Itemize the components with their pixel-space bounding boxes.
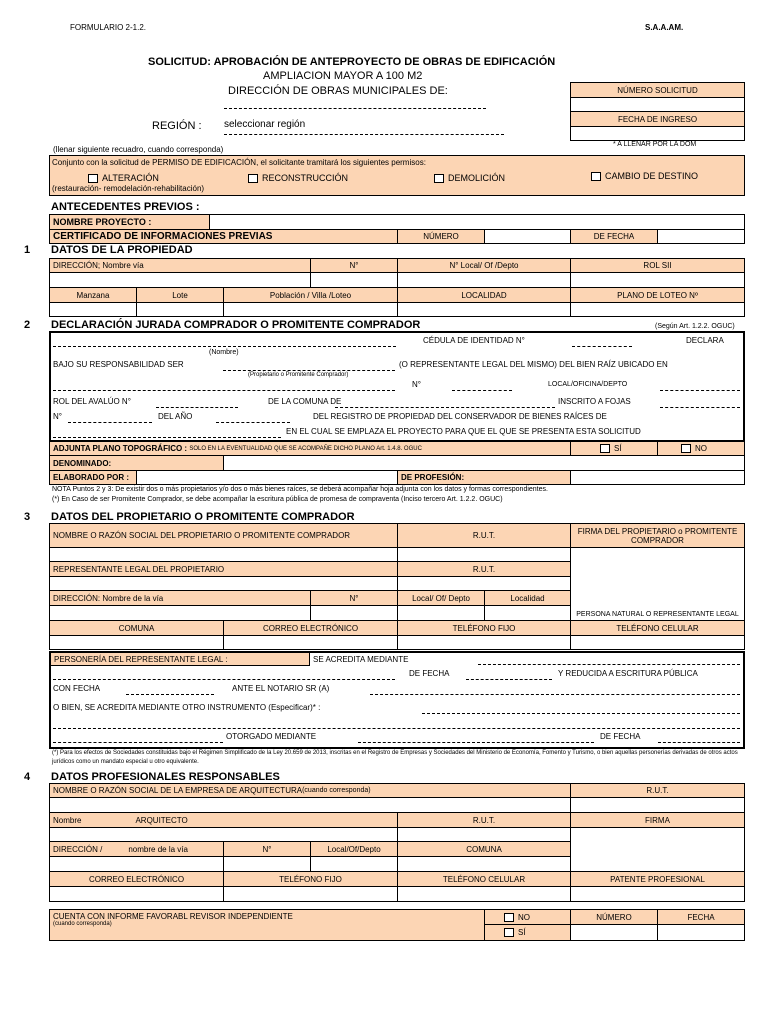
fecha-ingreso-field[interactable] xyxy=(570,126,745,141)
s3-o-bien-label: O BIEN, SE ACREDITA MEDIANTE OTRO INSTRUMENTO (Especificar)* : xyxy=(53,703,321,712)
s4-rut2-label: R.U.T. xyxy=(397,812,571,828)
s2-adjunta-row xyxy=(49,441,571,456)
s3-otorgado-label: OTORGADO MEDIANTE xyxy=(226,732,317,741)
s4-patente-label: PATENTE PROFESIONAL xyxy=(570,871,745,887)
s3-n-label: N° xyxy=(310,590,398,606)
page-title: SOLICITUD: APROBACIÓN DE ANTEPROYECTO DE OBRAS DE EDIFICACIÓN xyxy=(148,56,556,68)
s4-fecha-label: FECHA xyxy=(657,909,745,925)
llenar-dom-note: * A LLENAR POR LA DOM xyxy=(613,141,697,148)
s1-local-field[interactable] xyxy=(397,272,571,288)
s2-n2-line[interactable] xyxy=(68,422,152,423)
s3-localidad-label: Localidad xyxy=(484,590,571,606)
s2-elaborado-field[interactable] xyxy=(136,470,398,485)
s2-ano-label: DEL AÑO xyxy=(158,412,193,421)
s3-nota: (*) Para los efectos de Sociedades constituidas bajo el Régimen Simplificado de la Ley 20.659 de 2013, inscritas en el Registro de Empresas y Sociedades del Ministerio de Economía, Fomento y Turismo, o bien aquellas personerías derivadas de otros actos jurídicos como un mandato especial u otro equivalente. xyxy=(52,750,738,765)
s2-si-option[interactable]: SÍ xyxy=(570,441,658,456)
s1-local-label: N° Local/ Of /Depto xyxy=(397,258,571,273)
s1-n-label: N° xyxy=(310,258,398,273)
s3-fijo-label: TELÉFONO FIJO xyxy=(397,620,571,636)
permisos-note: (restauración- remodelación-rehabilitación) xyxy=(52,184,205,193)
checkbox-icon[interactable] xyxy=(88,174,98,183)
s2-cedula-line[interactable] xyxy=(572,346,632,347)
s3-rut-label: R.U.T. xyxy=(397,523,571,548)
s4-fecha-field[interactable] xyxy=(657,924,745,941)
s3-celular-field[interactable] xyxy=(570,635,745,650)
option-demolicion[interactable]: DEMOLICIÓN xyxy=(434,173,505,183)
s3-comuna-field[interactable] xyxy=(49,635,224,650)
s2-bajo-label: BAJO SU RESPONSABILIDAD SER xyxy=(53,360,184,369)
s2-n-label: N° xyxy=(412,380,421,389)
s2-rol-line[interactable] xyxy=(156,407,238,408)
checkbox-icon[interactable] xyxy=(600,444,610,453)
s3-rut2-field[interactable] xyxy=(397,576,571,591)
s2-nombre-caption: (Nombre) xyxy=(209,349,239,356)
s1-plano-label: PLANO DE LOTEO Nº xyxy=(570,287,745,303)
s3-repr-field[interactable] xyxy=(49,576,398,591)
section-4-number: 4 xyxy=(24,771,31,783)
s2-nota-2: (*) En Caso de ser Promitente Comprador, se debe acompañar la escritura pública de promesa de compraventa (Inciso tercero Art. 1.2.2. OGUC) xyxy=(52,496,503,503)
direccion-line[interactable] xyxy=(224,108,486,109)
s3-personeria-label: PERSONERÍA DEL REPRESENTANTE LEGAL : xyxy=(50,652,310,666)
antecedentes-heading: ANTECEDENTES PREVIOS : xyxy=(51,201,200,213)
s3-rut-field[interactable] xyxy=(397,547,571,562)
fecha-ingreso-label: FECHA DE INGRESO xyxy=(570,111,745,127)
s3-comuna-label: COMUNA xyxy=(49,620,224,636)
permisos-intro: Conjunto con la solicitud de PERMISO DE EDIFICACIÓN, el solicitante tramitará los siguientes permisos: xyxy=(52,158,426,167)
s4-numero-label: NÚMERO xyxy=(570,909,658,925)
s3-notario-line[interactable] xyxy=(370,694,740,695)
s4-nombre-field[interactable] xyxy=(49,827,398,842)
s1-manzana-field[interactable] xyxy=(49,302,137,317)
s4-nombre-label: Nombre ARQUITECTO xyxy=(49,812,398,828)
region-line xyxy=(224,134,504,135)
s3-otorgado-pre-line[interactable] xyxy=(53,742,223,743)
s4-correo-field[interactable] xyxy=(49,886,224,902)
s3-direccion-label: DIRECCIÓN: Nombre de la vía xyxy=(49,590,311,606)
s4-empresa-label: NOMBRE O RAZÓN SOCIAL DE LA EMPRESA DE ARQUITECTURA (cuando corresponda) xyxy=(49,783,571,798)
s4-comuna-label: COMUNA xyxy=(397,841,571,857)
s2-registro-label: DEL REGISTRO DE PROPIEDAD DEL CONSERVADOR DE BIENES RAÍCES DE xyxy=(313,412,607,421)
s2-n-line[interactable] xyxy=(452,390,512,391)
s2-n2-label: N° xyxy=(53,412,62,421)
section-3-heading: DATOS DEL PROPIETARIO O PROMITENTE COMPRADOR xyxy=(51,511,355,523)
s3-persona-caption: PERSONA NATURAL O REPRESENTANTE LEGAL xyxy=(576,611,739,618)
s2-conservador-line[interactable] xyxy=(53,437,281,438)
s2-no-option[interactable]: NO xyxy=(657,441,745,456)
s2-profesion-label: DE PROFESIÓN: xyxy=(397,470,571,485)
checkbox-icon[interactable] xyxy=(504,928,514,937)
s1-lote-field[interactable] xyxy=(136,302,224,317)
s3-reducida-label: Y REDUCIDA A ESCRITURA PÚBLICA xyxy=(558,669,698,678)
s3-o-bien-line-2[interactable] xyxy=(53,728,740,729)
s4-rut-field[interactable] xyxy=(570,797,745,813)
s3-de-fecha2-label: DE FECHA xyxy=(600,732,641,741)
s2-propietario-caption: (Propietario o Promitente Comprador) xyxy=(248,372,349,378)
s1-plano-field[interactable] xyxy=(570,302,745,317)
form-code: FORMULARIO 2-1.2. xyxy=(70,23,147,32)
s2-adjunta-label: ADJUNTA PLANO TOPOGRÁFICO : xyxy=(53,444,188,453)
option-alteracion[interactable]: ALTERACIÓN xyxy=(88,173,159,183)
section-3-number: 3 xyxy=(24,511,31,523)
section-2-number: 2 xyxy=(24,319,31,331)
section-1-heading: DATOS DE LA PROPIEDAD xyxy=(51,244,193,256)
cip-fecha-field[interactable] xyxy=(657,229,745,244)
s3-celular-label: TELÉFONO CELULAR xyxy=(570,620,745,636)
direccion-label: DIRECCIÓN DE OBRAS MUNICIPALES DE: xyxy=(228,85,448,97)
s2-comuna-line[interactable] xyxy=(335,407,555,408)
s2-inscrito-label: INSCRITO A FOJAS xyxy=(558,397,631,406)
region-label: REGIÓN : xyxy=(152,120,202,132)
s4-local-label: Local/Of/Depto xyxy=(310,841,398,857)
s3-repr-label: REPRESENTANTE LEGAL DEL PROPIETARIO xyxy=(49,561,398,577)
s4-firma-field[interactable] xyxy=(570,827,745,872)
s3-firma-label: FIRMA DEL PROPIETARIO o PROMITENTE COMPRADOR xyxy=(570,523,745,548)
page-subtitle: AMPLIACION MAYOR A 100 M2 xyxy=(263,70,423,82)
s4-correo-label: CORREO ELECTRÓNICO xyxy=(49,871,224,887)
s1-direccion-field[interactable] xyxy=(49,272,311,288)
s2-representante-label: (O REPRESENTANTE LEGAL DEL MISMO) DEL BIEN RAÍZ UBICADO EN xyxy=(399,360,668,369)
s2-adjunta-note: SOLO EN LA EVENTUALIDAD QUE SE ACOMPAÑE DICHO PLANO Art. 1.4.8. OGUC xyxy=(189,445,422,452)
s2-direccion-line[interactable] xyxy=(53,390,395,391)
s3-rut2-label: R.U.T. xyxy=(397,561,571,577)
declaracion-box xyxy=(49,331,745,442)
s4-informe-label: CUENTA CON INFORME FAVORABL REVISOR INDEPENDIENTE (cuando corresponda) xyxy=(49,909,485,941)
s4-patente-field[interactable] xyxy=(570,886,745,902)
s2-emplaza-label: EN EL CUAL SE EMPLAZA EL PROYECTO PARA QUE EL QUE SE PRESENTA ESTA SOLICITUD xyxy=(286,427,641,436)
s3-notario-label: ANTE EL NOTARIO SR (A) xyxy=(232,684,330,693)
s4-si-option[interactable]: SÍ xyxy=(484,924,571,941)
s1-localidad-label: LOCALIDAD xyxy=(397,287,571,303)
s3-de-fecha-label: DE FECHA xyxy=(409,669,450,678)
s2-fojas-line[interactable] xyxy=(660,407,740,408)
s1-rol-label: ROL SII xyxy=(570,258,745,273)
s3-otorgado-line[interactable] xyxy=(358,742,594,743)
s3-razon-label: NOMBRE O RAZÓN SOCIAL DEL PROPIETARIO O PROMITENTE COMPRADOR xyxy=(49,523,398,548)
s2-local-label: LOCAL/OFICINA/DEPTO xyxy=(548,381,628,388)
checkbox-icon[interactable] xyxy=(434,174,444,183)
numero-solicitud-label: NÚMERO SOLICITUD xyxy=(570,82,745,98)
s2-denominado-field[interactable] xyxy=(223,455,745,471)
option-reconstruccion[interactable]: RECONSTRUCCIÓN xyxy=(248,173,348,183)
s4-n-label: N° xyxy=(223,841,311,857)
s3-firma-field[interactable] xyxy=(570,547,745,621)
s3-acredita-label: SE ACREDITA MEDIANTE xyxy=(313,655,409,664)
nombre-proyecto-label: NOMBRE PROYECTO : xyxy=(49,214,210,230)
s2-segun-note: (Según Art. 1.2.2. OGUC) xyxy=(655,323,735,330)
section-4-heading: DATOS PROFESIONALES RESPONSABLES xyxy=(51,771,280,783)
s4-direccion-label: DIRECCIÓN / nombre de la vía xyxy=(49,841,224,857)
s2-declara-label: DECLARA xyxy=(686,336,724,345)
s2-profesion-field[interactable] xyxy=(570,470,745,485)
s4-rut2-field[interactable] xyxy=(397,827,571,842)
s2-rol-label: ROL DEL AVALÚO N° xyxy=(53,397,131,406)
s4-n-field[interactable] xyxy=(223,856,311,872)
s3-instrumento-line[interactable] xyxy=(53,679,395,680)
option-cambio-destino[interactable]: CAMBIO DE DESTINO xyxy=(591,171,698,181)
s2-nombre-line[interactable] xyxy=(53,346,396,347)
s3-con-fecha-line[interactable] xyxy=(126,694,214,695)
s4-empresa-field[interactable] xyxy=(49,797,571,813)
llenar-note: (llenar siguiente recuadro, cuando corresponda) xyxy=(53,145,224,154)
section-2-heading: DECLARACIÓN JURADA COMPRADOR O PROMITENTE COMPRADOR xyxy=(51,319,421,331)
s2-ano-line[interactable] xyxy=(216,422,290,423)
s3-de-fecha-line[interactable] xyxy=(466,679,552,680)
section-1-number: 1 xyxy=(24,244,31,256)
permisos-box xyxy=(49,155,745,196)
s1-poblacion-label: Población / Villa /Loteo xyxy=(223,287,398,303)
region-select[interactable]: seleccionar región xyxy=(224,119,306,130)
s1-n-field[interactable] xyxy=(310,272,398,288)
s4-celular-field[interactable] xyxy=(397,886,571,902)
cip-fecha-label: DE FECHA xyxy=(570,229,658,244)
s3-direccion-field[interactable] xyxy=(49,605,311,621)
s3-de-fecha2-line[interactable] xyxy=(658,742,740,743)
s1-rol-field[interactable] xyxy=(570,272,745,288)
s4-no-option[interactable]: NO xyxy=(484,909,571,925)
s2-comuna-label: DE LA COMUNA DE xyxy=(268,397,342,406)
s3-correo-label: CORREO ELECTRÓNICO xyxy=(223,620,398,636)
s3-con-fecha-label: CON FECHA xyxy=(53,684,101,693)
checkbox-icon[interactable] xyxy=(681,444,691,453)
cip-label: CERTIFICADO DE INFORMACIONES PREVIAS xyxy=(49,229,398,244)
s4-fijo-field[interactable] xyxy=(223,886,398,902)
checkbox-icon[interactable] xyxy=(504,913,514,922)
s3-razon-field[interactable] xyxy=(49,547,398,562)
s3-fijo-field[interactable] xyxy=(397,635,571,650)
s2-elaborado-label: ELABORADO POR : xyxy=(49,470,137,485)
s2-cedula-label: CÉDULA DE IDENTIDAD N° xyxy=(423,336,525,345)
s3-n-field[interactable] xyxy=(310,605,398,621)
s1-poblacion-field[interactable] xyxy=(223,302,398,317)
cip-numero-label: NÚMERO xyxy=(397,229,485,244)
s1-manzana-label: Manzana xyxy=(49,287,137,303)
numero-solicitud-field[interactable] xyxy=(570,97,745,112)
s3-localidad-field[interactable] xyxy=(484,605,571,621)
s3-acredita-line[interactable] xyxy=(478,664,740,665)
s4-fijo-label: TELÉFONO FIJO xyxy=(223,871,398,887)
s3-correo-field[interactable] xyxy=(223,635,398,650)
s3-local-field[interactable] xyxy=(397,605,485,621)
s2-denominado-label: DENOMINADO: xyxy=(49,455,224,471)
nombre-proyecto-field[interactable] xyxy=(209,214,745,230)
s1-lote-label: Lote xyxy=(136,287,224,303)
s1-localidad-field[interactable] xyxy=(397,302,571,317)
s4-firma-label: FIRMA xyxy=(570,812,745,828)
cip-numero-field[interactable] xyxy=(484,229,571,244)
checkbox-icon[interactable] xyxy=(248,174,258,183)
s2-nota-1: NOTA Puntos 2 y 3: De existir dos o más propietarios y/o dos o más bienes raíces, se deberá acompañar hoja adjunta con los datos y formas correspondientes. xyxy=(52,486,548,493)
checkbox-icon[interactable] xyxy=(591,172,601,181)
s4-comuna-field[interactable] xyxy=(397,856,571,872)
s3-local-label: Local/ Of/ Depto xyxy=(397,590,485,606)
s1-direccion-label: DIRECCIÓN; Nombre vía xyxy=(49,258,311,273)
s4-numero-field[interactable] xyxy=(570,924,658,941)
s3-o-bien-line[interactable] xyxy=(422,713,740,714)
s4-local-field[interactable] xyxy=(310,856,398,872)
s4-celular-label: TELÉFONO CELULAR xyxy=(397,871,571,887)
s4-direccion-field[interactable] xyxy=(49,856,224,872)
s4-rut-label: R.U.T. xyxy=(570,783,745,798)
s2-local-line[interactable] xyxy=(660,390,740,391)
agency-code: S.A.A.AM. xyxy=(645,23,684,32)
s2-propietario-line[interactable] xyxy=(223,370,395,371)
